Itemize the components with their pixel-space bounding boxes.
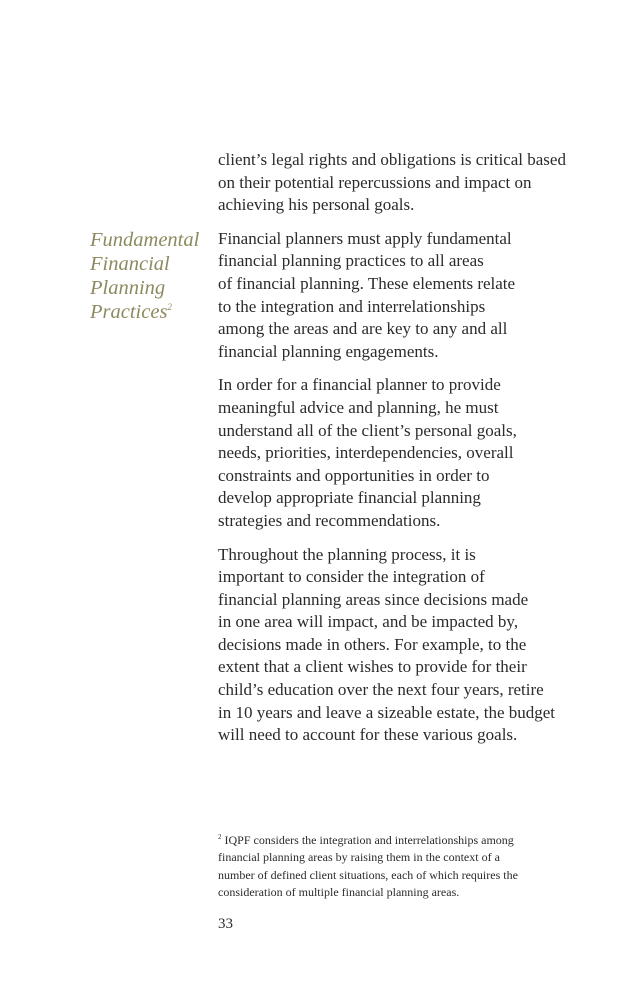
text-line: In order for a financial planner to provide <box>218 375 501 395</box>
section-heading-line: Fundamental <box>90 229 200 251</box>
body-column <box>218 149 588 747</box>
text-line: decisions made in others. For example, to the <box>218 634 527 654</box>
text-line: needs, priorities, interdependencies, overall <box>218 443 514 463</box>
footnote-line: number of defined client situations, each of which requires the <box>218 867 518 882</box>
text-line: will need to account for these various goals. <box>218 725 518 745</box>
footnote-marker: 2 <box>218 833 222 841</box>
body-paragraph <box>218 228 588 364</box>
text-line: among the areas and are key to any and all <box>218 319 508 339</box>
text-line: extent that a client wishes to provide for their <box>218 657 527 677</box>
section-heading-last-word: Practices <box>90 301 168 323</box>
text-line: in one area will impact, and be impacted by, <box>218 612 519 632</box>
text-line: on their potential repercussions and impact on <box>218 172 532 192</box>
footnote-line: consideration of multiple financial planning areas. <box>218 884 460 899</box>
footnote-line <box>218 832 578 849</box>
section-heading-line <box>90 300 208 324</box>
footnote-line-text: IQPF considers the integration and interrelationships among <box>221 833 514 847</box>
body-paragraph <box>218 544 588 747</box>
page-number: 33 <box>218 916 233 932</box>
text-line: to the integration and interrelationships <box>218 296 486 316</box>
text-line: child’s education over the next four years, retire <box>218 680 544 700</box>
footnote <box>218 832 578 901</box>
text-line: constraints and opportunities in order to <box>218 465 490 485</box>
text-line: in 10 years and leave a sizeable estate, the budget <box>218 702 556 722</box>
text-line: client’s legal rights and obligations is critical based <box>218 150 566 169</box>
text-line: important to consider the integration of <box>218 567 485 587</box>
text-line: Throughout the planning process, it is <box>218 544 476 564</box>
text-line: achieving his personal goals. <box>218 195 415 215</box>
text-line: Financial planners must apply fundamental <box>218 228 512 248</box>
text-line: strategies and recommendations. <box>218 510 441 530</box>
text-line: financial planning engagements. <box>218 341 439 361</box>
footnote-reference: 2 <box>167 302 172 313</box>
body-paragraph <box>218 374 588 532</box>
section-heading-line: Financial <box>90 253 170 275</box>
text-line: financial planning practices to all areas <box>218 251 484 271</box>
text-line: financial planning areas since decisions made <box>218 589 529 609</box>
text-line: understand all of the client’s personal goals, <box>218 420 517 440</box>
text-line: meaningful advice and planning, he must <box>218 397 499 417</box>
footnote-line: financial planning areas by raising them in the context of a <box>218 850 500 865</box>
section-heading-line: Planning <box>90 277 166 299</box>
body-paragraph <box>218 149 588 217</box>
text-line: develop appropriate financial planning <box>218 488 481 508</box>
text-line: of financial planning. These elements relate <box>218 273 516 293</box>
section-heading <box>90 228 208 324</box>
